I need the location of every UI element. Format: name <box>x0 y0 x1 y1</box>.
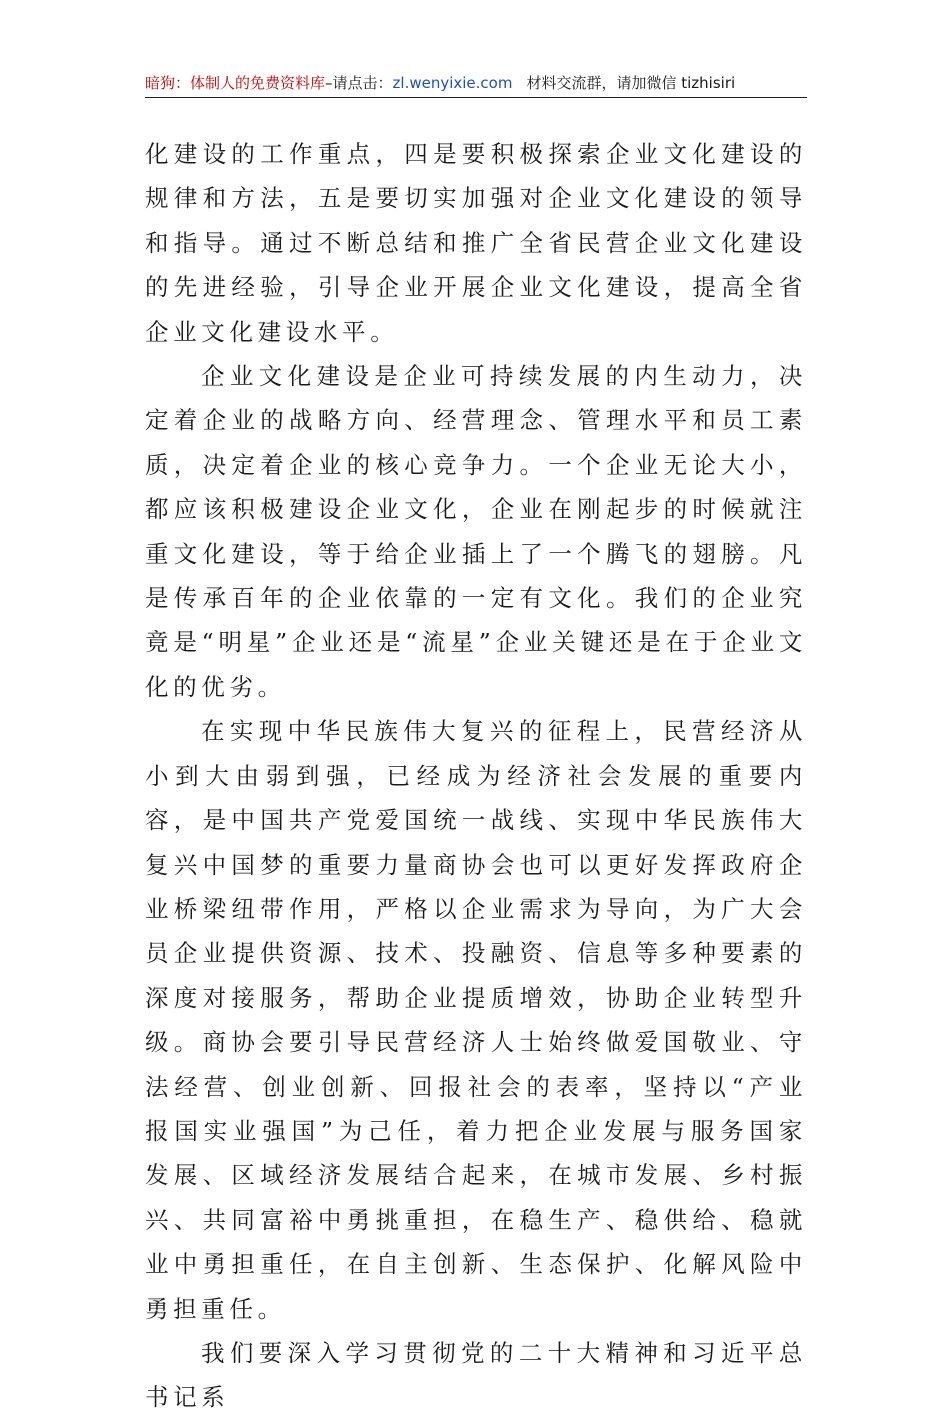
header-wechat-note: 材料交流群，请加微信 tizhisiri <box>526 74 736 92</box>
header-brand: 暗狗：体制人的免费资料库 <box>145 74 326 92</box>
page-header <box>145 70 807 96</box>
header-prompt: –请点击： <box>325 74 393 92</box>
paragraph-2: 企业文化建设是企业可持续发展的内生动力，决定着企业的战略方向、经营理念、管理水平和员工素质，决定着企业的核心竞争力。一个企业无论大小，都应该积极建设企业文化，企业在刚起步的时候就注重文化建设，等于给企业插上了一个腾飞的翅膀。凡是传承百年的企业依靠的一定有文化。我们的企业究竟是“明星”企业还是“流星”企业关键还是在于企业文化的优劣。 <box>145 362 807 701</box>
header-link[interactable]: zl.wenyixie.com <box>392 74 513 92</box>
paragraph-1: 化建设的工作重点，四是要积极探索企业文化建设的规律和方法，五是要切实加强对企业文化建设的领导和指导。通过不断总结和推广全省民营企业文化建设的先进经验，引导企业开展企业文化建设，提高全省企业文化建设水平。 <box>145 140 807 346</box>
header-divider <box>145 97 807 98</box>
document-body <box>145 132 807 1420</box>
paragraph-4: 我们要深入学习贯彻党的二十大精神和习近平总书记系 <box>145 1338 807 1412</box>
paragraph-3: 在实现中华民族伟大复兴的征程上，民营经济从小到大由弱到强，已经成为经济社会发展的重要内容，是中国共产党爱国统一战线、实现中华民族伟大复兴中国梦的重要力量商协会也可以更好发挥政府企业桥梁纽带作用，严格以企业需求为导向，为广大会员企业提供资源、技术、投融资、信息等多种要素的深度对接服务，帮助企业提质增效，协助企业转型升级。商协会要引导民营经济人士始终做爱国敬业、守法经营、创业创新、回报社会的表率，坚持以“产业报国实业强国”为己任，着力把企业发展与服务国家发展、区域经济发展结合起来，在城市发展、乡村振兴、共同富裕中勇挑重担，在稳生产、稳供给、稳就业中勇担重任，在自主创新、生态保护、化解风险中勇担重任。 <box>145 717 807 1323</box>
